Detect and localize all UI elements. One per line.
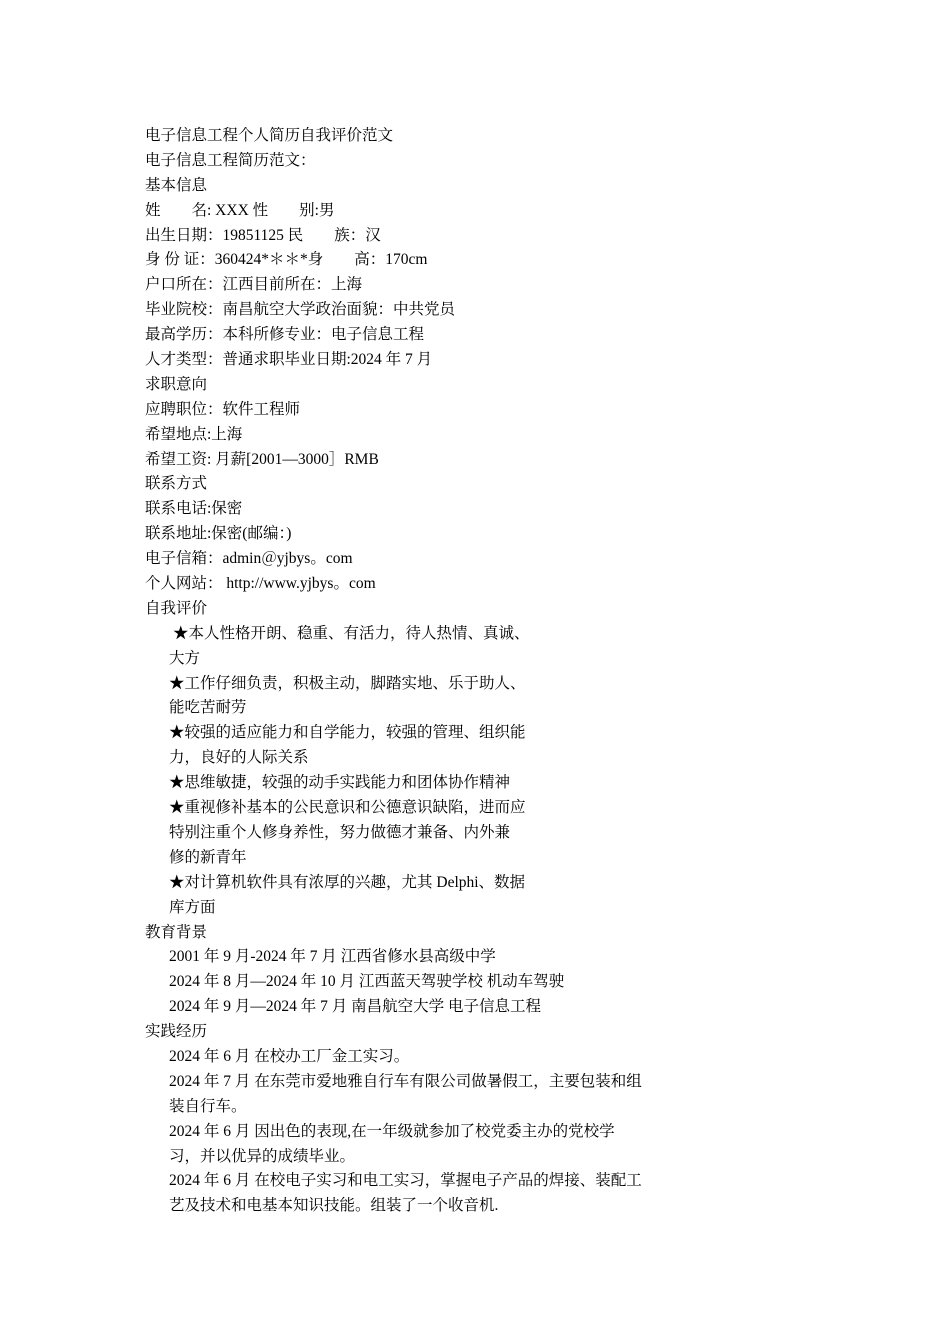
basic-birth-ethnicity: 出生日期：19851125 民 族：汉 <box>145 226 381 244</box>
basic-id-height: 身 份 证：360424*＊＊*身 高：170cm <box>145 251 428 269</box>
self-eval-line: ★工作仔细负责，积极主动，脚踏实地、乐于助人、 <box>169 674 526 692</box>
contact-phone: 联系电话:保密 <box>145 500 243 518</box>
practice-line: 习，并以优异的成绩毕业。 <box>169 1147 356 1165</box>
self-eval-line: 力，良好的人际关系 <box>169 749 309 767</box>
self-eval-line: 大方 <box>169 649 201 667</box>
practice-line: 2024 年 6 月 在校电子实习和电工实习，掌握电子产品的焊接、装配工 <box>169 1172 642 1190</box>
section-heading-self-eval: 自我评价 <box>145 599 208 617</box>
education-line: 2024 年 8 月—2024 年 10 月 江西蓝天驾驶学校 机动车驾驶 <box>169 973 565 991</box>
intent-salary: 希望工资: 月薪[2001—3000］RMB <box>145 450 379 468</box>
practice-line: 2024 年 6 月 在校办工厂金工实习。 <box>169 1047 410 1065</box>
contact-website: 个人网站： http://www.yjbys。com <box>145 575 376 593</box>
document-title: 电子信息工程个人简历自我评价范文 <box>145 127 394 144</box>
self-eval-line: 特别注重个人修身养性，努力做德才兼备、内外兼 <box>169 823 511 841</box>
self-eval-line: ★对计算机软件具有浓厚的兴趣，尤其 Delphi、数据 <box>169 873 526 891</box>
section-heading-practice: 实践经历 <box>145 1023 208 1041</box>
self-eval-line: 能吃苦耐劳 <box>169 699 247 717</box>
intent-location: 希望地点:上海 <box>145 425 243 443</box>
basic-type-graduation: 人才类型：普通求职毕业日期:2024 年 7 月 <box>145 351 433 369</box>
self-eval-line: 库方面 <box>169 898 216 916</box>
basic-degree-major: 最高学历：本科所修专业：电子信息工程 <box>145 326 425 344</box>
education-line: 2001 年 9 月-2024 年 7 月 江西省修水县高级中学 <box>169 948 496 966</box>
self-eval-line: ★重视修补基本的公民意识和公德意识缺陷，进而应 <box>169 799 526 817</box>
education-line: 2024 年 9 月—2024 年 7 月 南昌航空大学 电子信息工程 <box>169 998 542 1016</box>
practice-line: 装自行车。 <box>169 1097 247 1115</box>
document-subtitle: 电子信息工程简历范文： <box>145 151 316 169</box>
section-heading-education: 教育背景 <box>145 923 208 941</box>
section-heading-contact: 联系方式 <box>145 475 208 493</box>
basic-school-politics: 毕业院校：南昌航空大学政治面貌：中共党员 <box>145 301 456 319</box>
section-heading-intent: 求职意向 <box>145 375 208 393</box>
self-eval-line: ★思维敏捷，较强的动手实践能力和团体协作精神 <box>169 774 511 792</box>
practice-line: 艺及技术和电基本知识技能。组装了一个收音机. <box>169 1197 499 1215</box>
self-eval-line: ★较强的适应能力和自学能力，较强的管理、组织能 <box>169 724 526 742</box>
contact-email: 电子信箱：admin＠yjbys。com <box>145 550 353 568</box>
resume-document <box>145 124 705 1219</box>
intent-position: 应聘职位：软件工程师 <box>145 400 301 418</box>
practice-line: 2024 年 6 月 因出色的表现,在一年级就参加了校党委主办的党校学 <box>169 1122 615 1140</box>
practice-line: 2024 年 7 月 在东莞市爱地雅自行车有限公司做暑假工，主要包装和组 <box>169 1072 642 1090</box>
basic-name-gender: 姓 名: XXX 性 别:男 <box>145 201 335 219</box>
basic-hukou-location: 户口所在：江西目前所在：上海 <box>145 276 363 294</box>
self-eval-line: ★本人性格开朗、稳重、有活力，待人热情、真诚、 <box>173 624 530 642</box>
section-heading-basic: 基本信息 <box>145 176 208 194</box>
self-eval-line: 修的新青年 <box>169 848 247 866</box>
contact-address: 联系地址:保密(邮编：) <box>145 525 292 543</box>
